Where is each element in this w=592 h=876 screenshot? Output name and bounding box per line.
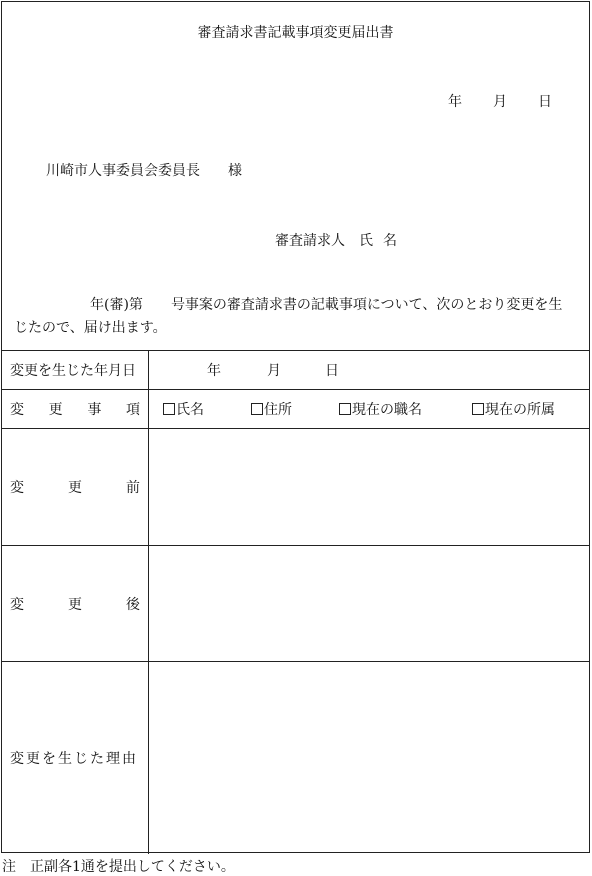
notice-line2: じたので、届け出ます。 xyxy=(14,320,167,336)
submission-date xyxy=(448,91,552,111)
checkbox-address[interactable]: 住所 xyxy=(251,399,339,419)
table-row xyxy=(2,429,589,546)
checkbox-icon[interactable] xyxy=(251,403,263,415)
table-row xyxy=(2,546,589,662)
table-row xyxy=(2,351,589,390)
footnote: 注 正副各1通を提出してください。 xyxy=(2,859,235,875)
addressee-name: 川崎市人事委員会委員長 xyxy=(46,163,200,179)
checkbox-icon[interactable] xyxy=(472,403,484,415)
before-change-field[interactable] xyxy=(149,429,589,545)
after-change-field[interactable] xyxy=(149,546,589,661)
before-change-label: 変 更 前 xyxy=(2,429,149,545)
change-table xyxy=(2,350,589,854)
table-row xyxy=(2,662,589,854)
change-item-options xyxy=(149,390,589,428)
notice-text xyxy=(14,294,580,340)
case-number-prefix: 年(審)第 xyxy=(90,297,143,313)
addressee xyxy=(46,160,242,180)
change-month: 月 xyxy=(267,363,281,379)
change-day: 日 xyxy=(325,363,339,379)
applicant-label: 審査請求人 xyxy=(275,233,345,249)
checkbox-icon[interactable] xyxy=(163,403,175,415)
honorific: 様 xyxy=(228,163,242,179)
year-label: 年 xyxy=(448,94,462,110)
reason-label: 変更を生じた理由 xyxy=(2,662,149,854)
name-label: 氏名 xyxy=(359,233,407,249)
checkbox-icon[interactable] xyxy=(339,403,351,415)
table-row xyxy=(2,390,589,429)
checkbox-affiliation[interactable]: 現在の所属 xyxy=(472,399,555,419)
checkbox-job-title[interactable]: 現在の職名 xyxy=(339,399,472,419)
change-year: 年 xyxy=(207,363,221,379)
change-date-label: 変更を生じた年月日 xyxy=(2,351,149,389)
day-label: 日 xyxy=(538,94,552,110)
change-item-label: 変 更 事 項 xyxy=(2,390,149,428)
after-change-label: 変 更 後 xyxy=(2,546,149,661)
form-frame xyxy=(1,1,590,853)
applicant-line xyxy=(275,230,407,250)
month-label: 月 xyxy=(493,94,507,110)
reason-field[interactable] xyxy=(149,662,589,854)
checkbox-name[interactable]: 氏名 xyxy=(163,399,251,419)
change-date-field[interactable] xyxy=(149,351,589,389)
notice-line1: 号事案の審査請求書の記載事項について、次のとおり変更を生 xyxy=(170,297,563,313)
document-title: 審査請求書記載事項変更届出書 xyxy=(197,25,394,41)
